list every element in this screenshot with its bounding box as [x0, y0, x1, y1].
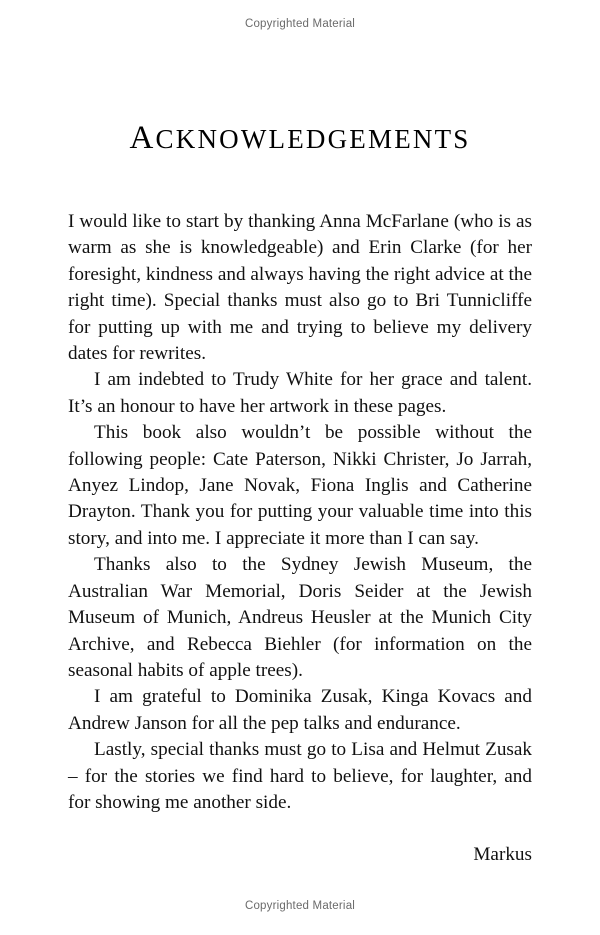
- page-title-rest: CKNOWLEDGEMENTS: [155, 124, 471, 154]
- paragraph-2: I am indebted to Trudy White for her grace and talent. It’s an honour to have her artwork in these pages.: [68, 369, 532, 417]
- paragraph-4: Thanks also to the Sydney Jewish Museum, the Australian War Memorial, Doris Seider at the Jewish Museum of Munich, Andreus Heusler at the Munich City Archive, and Rebecca Biehler (for information on the seasonal habits of apple trees).: [68, 554, 532, 681]
- author-signature: Markus: [473, 844, 532, 866]
- page-content: [68, 120, 532, 869]
- paragraph-6: Lastly, special thanks must go to Lisa and Helmut Zusak – for the stories we find hard to believe, for laughter, and for showing me another side.: [68, 739, 532, 813]
- watermark-top: Copyrighted Material: [244, 18, 356, 30]
- paragraph-5: I am grateful to Dominika Zusak, Kinga Kovacs and Andrew Janson for all the pep talks and endurance.: [68, 686, 532, 734]
- watermark-bottom: Copyrighted Material: [244, 900, 356, 912]
- page-title: [68, 120, 532, 157]
- page-title-initial: A: [129, 120, 156, 156]
- paragraph-1: I would like to start by thanking Anna McFarlane (who is as warm as she is knowledgeable) and Erin Clarke (for her foresight, kindness and always having the right advice at the right time). Special thanks must also go to Bri Tunnicliffe for putting up with me and trying to believe my delivery dates for rewrites.: [68, 211, 532, 365]
- paragraph-3: This book also wouldn’t be possible without the following people: Cate Paterson, Nikki Christer, Jo Jarrah, Anyez Lindop, Jane Novak, Fiona Inglis and Catherine Drayton. Thank you for putting your valuable time into this story, and into me. I appreciate it more than I can say.: [68, 422, 532, 549]
